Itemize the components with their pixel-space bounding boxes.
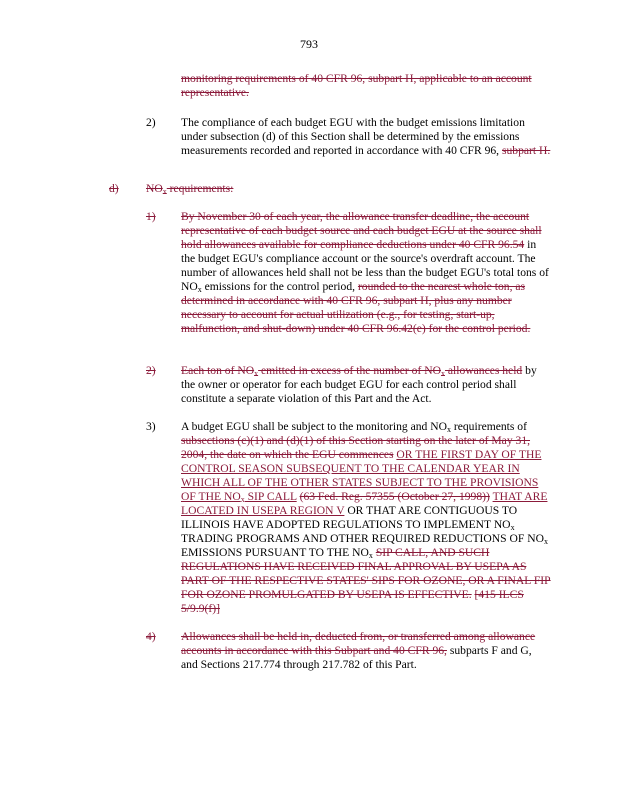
deleted-text: By November 30 of each year, the allowance transfer deadline, the account representative of each budget source and each budget EGU at the source shall hold allowances available for compliance deductions under 40 CFR 96.54 (181, 210, 542, 251)
section-d-label: d) (109, 182, 119, 195)
deleted-text: monitoring requirements of 40 CFR 96, subpart H, applicable to an account representative. (181, 72, 532, 99)
item-d3-paragraph (181, 420, 551, 616)
section-d-heading (146, 182, 233, 196)
item-number: 4) (146, 630, 156, 643)
inserted-caps: OR THE FIRST DAY OF THE CONTROL SEASON SUBSEQUENT TO THE CALENDAR YEAR IN WHICH ALL OF THE OTHER STATES SUBJECT TO THE PROVISIONS OF THE NO (181, 448, 542, 503)
subscript: x (240, 495, 245, 504)
caps-text: EMISSIONS PURSUANT TO THE NO (181, 546, 369, 559)
deleted-text: emitted in excess of the number of NO (258, 364, 441, 377)
deleted-text: SIP CALL, AND SUCH REGULATIONS HAVE RECEIVED FINAL APPROVAL BY USEPA AS PART OF THE RESPECTIVE STATES' SIPS FOR OZONE, OR A FINAL FIP FOR OZONE PROMULGATED BY USEPA IS EFFECTIVE. (181, 546, 551, 601)
paragraph-text: by the owner or operator for each budget EGU for each control period shall constitute a separate violation of this Part and the Act. (181, 364, 537, 405)
deleted-text: subsections (c)(1) and (d)(1) of this Section starting on the later of May 31, 2004, the date on which the EGU commences (181, 434, 531, 461)
caps-text: OR THAT ARE CONTIGUOUS TO ILLINOIS HAVE ADOPTED REGULATIONS TO IMPLEMENT NO (181, 504, 518, 531)
page-number: 793 (300, 37, 318, 51)
deleted-text: rounded to the nearest whole ton, as determined in accordance with 40 CFR 96, subpart H, plus any number necessary to account for actual utilization (e.g., for testing, start-up, malfunction, and shut-down) under 40 CFR 96.42(e) for the control period. (181, 280, 531, 335)
item-c2-paragraph (181, 116, 551, 158)
paragraph-text: emissions for the control period, (201, 280, 356, 293)
heading-prefix: NO (146, 182, 163, 195)
item-number: 3) (146, 420, 156, 433)
subscript: x (254, 369, 259, 378)
paragraph-text: The compliance of each budget EGU with the budget emissions limitation under subsection (d) of this Section shall be determined by the emissions measurements recorded and reported in accordance with 40 CFR 96, (181, 116, 525, 157)
item-d1-paragraph (181, 210, 551, 336)
caps-text: TRADING PROGRAMS AND OTHER REQUIRED REDUCTIONS OF NO (181, 532, 544, 545)
item-number: 2) (146, 116, 156, 129)
deleted-text: subpart H. (501, 144, 551, 157)
inserted-text: THAT ARE LOCATED IN USEPA REGION V (181, 490, 548, 517)
subscript: x (197, 285, 202, 294)
paragraph-text: in the budget EGU's compliance account or the source's overdraft account. The number of allowances held shall not be less than the budget EGU's total tons of NO (181, 238, 549, 293)
heading-suffix: requirements: (166, 182, 234, 195)
subscript: x (440, 369, 445, 378)
item-number: 1) (146, 210, 156, 223)
item-d2-paragraph (181, 364, 551, 406)
citation: [415 ILCS 5/9.9(f)] (181, 588, 524, 615)
paragraph-text: subparts F and G, and Sections 217.774 through 217.782 of this Part. (181, 644, 532, 671)
deleted-text: allowances held (444, 364, 523, 377)
deleted-text: Each ton of NO (181, 364, 255, 377)
item-number: 2) (146, 364, 156, 377)
subscript: x (543, 537, 548, 546)
subscript: x (510, 523, 515, 532)
paragraph-text: requirements of (450, 420, 527, 433)
top-continuation (181, 72, 551, 100)
paragraph-text: A budget EGU shall be subject to the monitoring and NO (181, 420, 447, 433)
heading-subscript: x (162, 187, 167, 196)
inserted-caps: SIP CALL (244, 490, 297, 503)
subscript: x (446, 425, 451, 434)
deleted-text: Allowances shall be held in, deducted from, or transferred among allowance accounts in accordance with this Subpart and 40 CFR 96, (181, 630, 536, 657)
item-d4-paragraph (181, 630, 551, 672)
subscript: x (368, 551, 373, 560)
deleted-text: (63 Fed. Reg. 57355 (October 27, 1998)) (299, 490, 490, 503)
